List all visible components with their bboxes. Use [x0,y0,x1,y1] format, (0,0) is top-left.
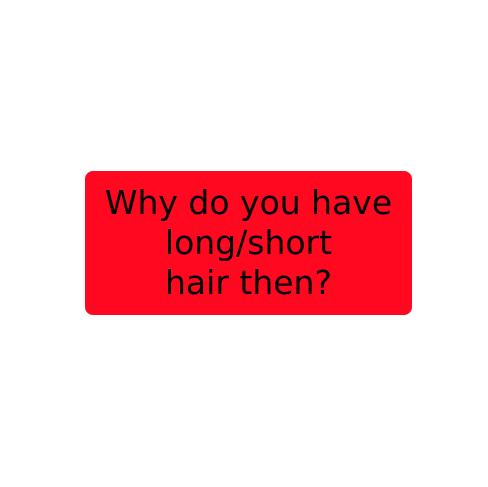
question-line-3: hair then? [165,263,332,302]
question-text [105,183,392,303]
question-line-1: Why do you have [104,183,393,222]
question-card [85,171,412,315]
question-line-2: long/short [164,223,333,262]
